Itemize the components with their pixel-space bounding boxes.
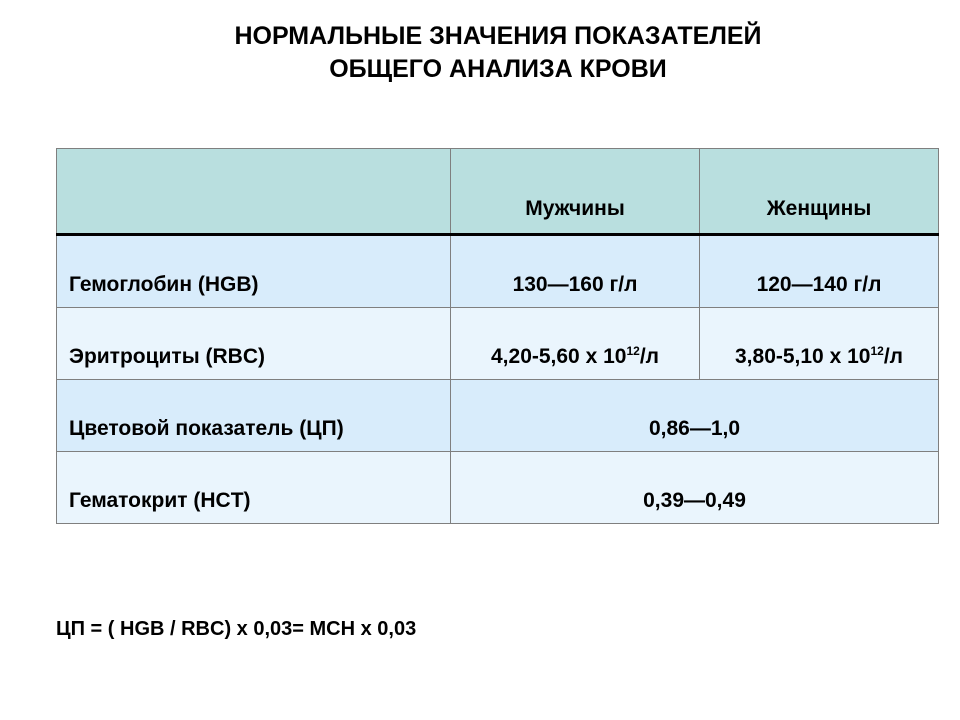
rbc-women-unit: /л <box>883 345 903 368</box>
header-cell-empty <box>57 149 451 235</box>
title-line-1: НОРМАЛЬНЫЕ ЗНАЧЕНИЯ ПОКАЗАТЕЛЕЙ <box>234 22 762 50</box>
rbc-men-unit: /л <box>639 345 659 368</box>
table-row <box>57 235 939 308</box>
rbc-women-exponent: 12 <box>870 344 884 358</box>
hgb-men-value: 130—160 г/л <box>451 235 700 308</box>
color-index-value: 0,86—1,0 <box>451 380 939 452</box>
page-title <box>0 20 960 86</box>
title-line-2: ОБЩЕГО АНАЛИЗА КРОВИ <box>329 55 667 83</box>
table-header-row <box>57 149 939 235</box>
table-row <box>57 308 939 380</box>
formula-text: ЦП = ( HGB / RBC) х 0,03= MCH х 0,03 <box>56 618 417 640</box>
row-label-rbc: Эритроциты (RBC) <box>57 308 451 380</box>
hgb-women-value: 120—140 г/л <box>700 235 939 308</box>
rbc-men-exponent: 12 <box>626 344 640 358</box>
rbc-men-prefix: 4,20-5,60 х 10 <box>491 345 627 368</box>
row-label-hct: Гематокрит (HCT) <box>57 452 451 524</box>
row-label-hgb: Гемоглобин (HGB) <box>57 235 451 308</box>
rbc-women-prefix: 3,80-5,10 х 10 <box>735 345 871 368</box>
rbc-men-value <box>451 308 700 380</box>
table-row <box>57 380 939 452</box>
header-cell-women: Женщины <box>700 149 939 235</box>
hct-value: 0,39—0,49 <box>451 452 939 524</box>
header-cell-men: Мужчины <box>451 149 700 235</box>
norms-table <box>56 148 939 524</box>
row-label-color-index: Цветовой показатель (ЦП) <box>57 380 451 452</box>
table-row <box>57 452 939 524</box>
rbc-women-value <box>700 308 939 380</box>
